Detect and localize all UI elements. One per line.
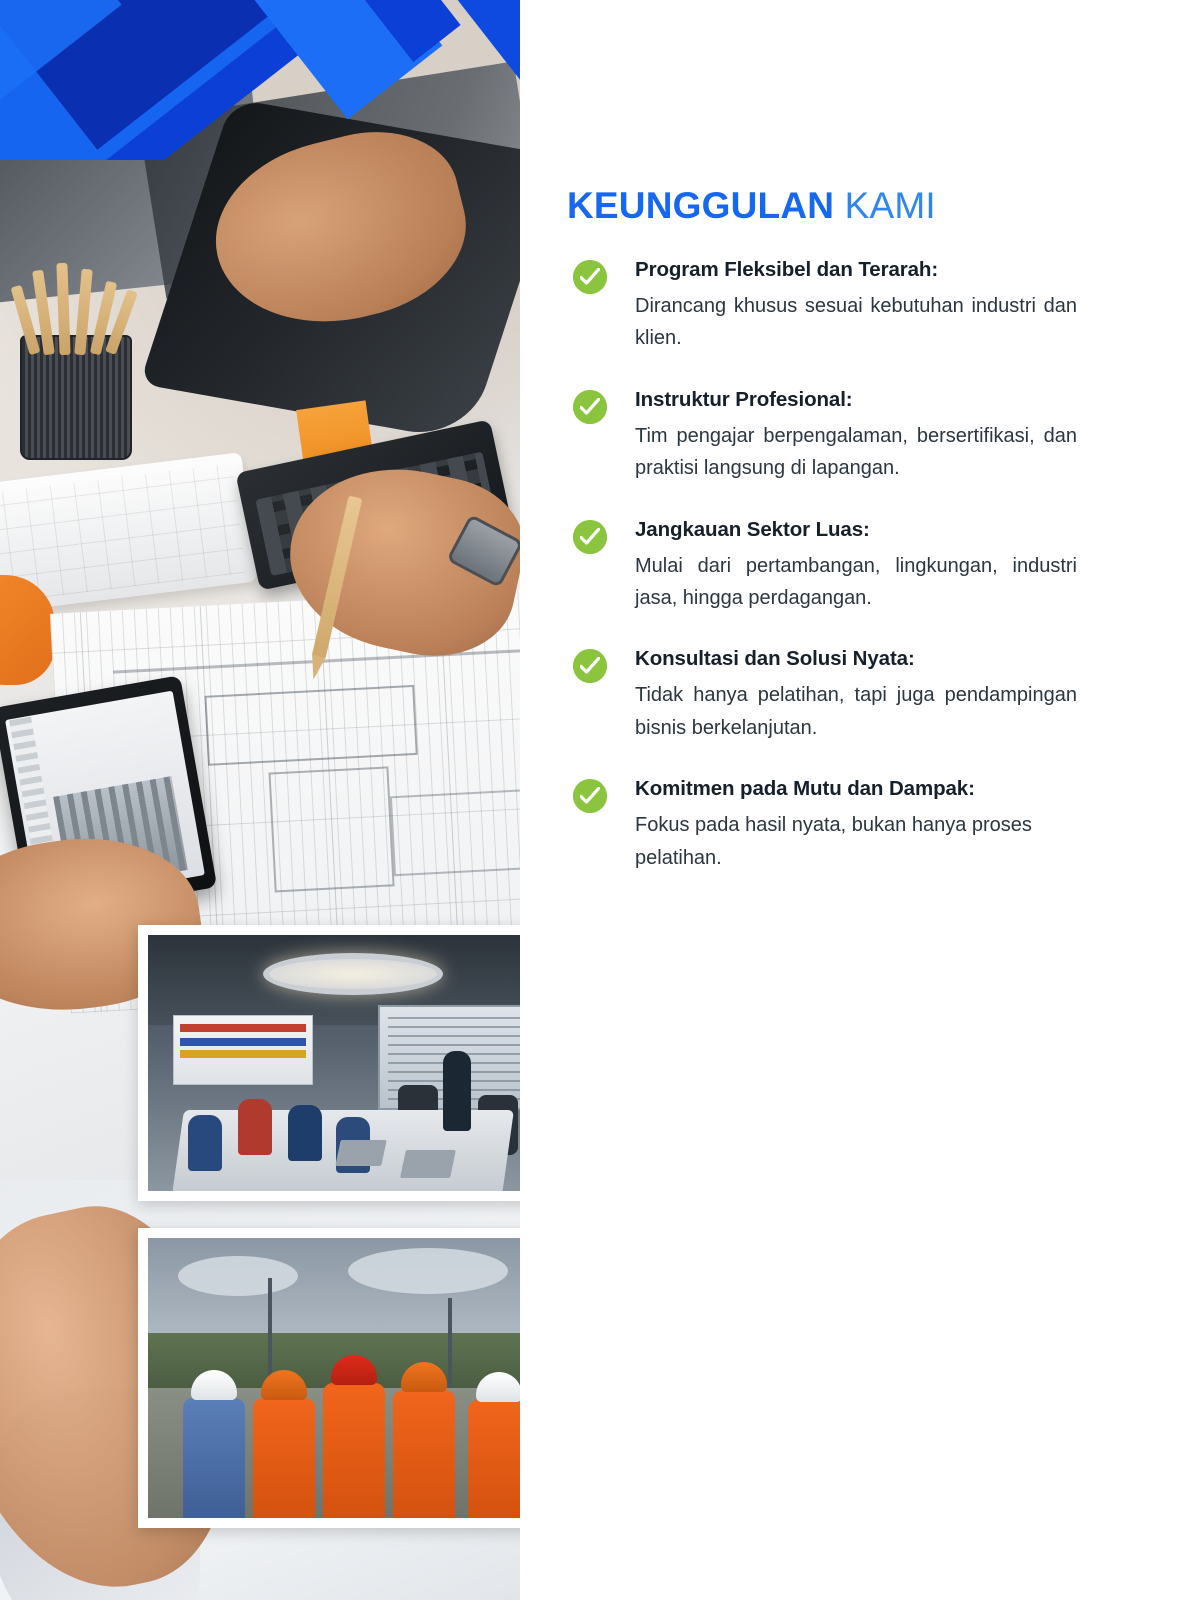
meeting-photo-card: [138, 925, 556, 1201]
page-title-strong: KEUNGGULAN: [567, 185, 835, 226]
advantages-list: [567, 258, 1077, 907]
page-title: [567, 185, 936, 227]
workers-photo: [148, 1238, 546, 1518]
check-circle-icon: [573, 649, 607, 683]
advantage-title: Program Fleksibel dan Terarah:: [635, 258, 939, 281]
presenter: [443, 1051, 471, 1131]
advantage-description: Tim pengajar berpengalaman, bersertifikasi, dan praktisi langsung di lapangan.: [635, 424, 1077, 480]
advantage-title: Komitmen pada Mutu dan Dampak:: [635, 777, 975, 801]
pencils-group: [16, 265, 141, 355]
check-circle-icon: [573, 260, 607, 294]
ceiling-light: [263, 953, 443, 995]
event-banner: [173, 1015, 313, 1085]
workers-photo-card: [138, 1228, 556, 1528]
advantage-title: Konsultasi dan Solusi Nyata:: [635, 647, 915, 671]
list-item: [567, 647, 1077, 744]
advantage-title: Jangkauan Sektor Luas:: [635, 517, 870, 541]
advantage-description: Tidak hanya pelatihan, tapi juga pendampingan bisnis berkelanjutan.: [635, 684, 1077, 739]
check-circle-icon: [573, 520, 607, 554]
advantage-description: Dirancang khusus sesuai kebutuhan industri dan klien.: [635, 295, 1077, 350]
advantage-title: Instruktur Profesional:: [635, 387, 853, 411]
advantage-description: Mulai dari pertambangan, lingkungan, industri jasa, hingga perdagangan.: [635, 554, 1077, 609]
meeting-photo: [148, 935, 546, 1191]
list-item: [567, 518, 1077, 615]
page-title-light: KAMI: [844, 185, 936, 226]
list-item: [567, 388, 1077, 485]
check-circle-icon: [573, 779, 607, 813]
list-item: [567, 258, 1077, 355]
content-column: [520, 0, 1197, 1600]
list-item: [567, 777, 1077, 874]
check-circle-icon: [573, 390, 607, 424]
advantage-description: Fokus pada hasil nyata, bukan hanya proses pelatihan.: [635, 814, 1032, 869]
